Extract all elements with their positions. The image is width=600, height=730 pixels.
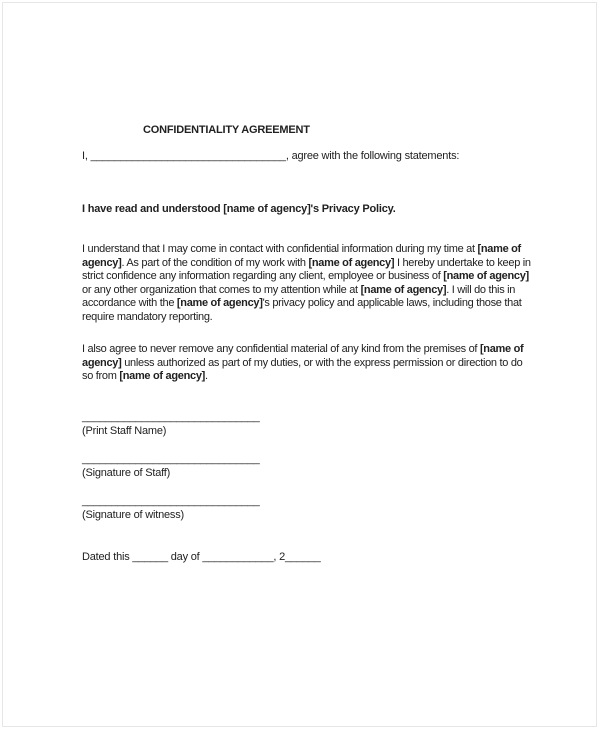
agreement-paragraph-1: I understand that I may come in contact with confidential information during my time at [name of agency]. As part of the condition of my work with [name of agency] I hereby undertake to keep in strict confidence any information regarding any client, employee or business of [name of agency] or any other organization that comes to my attention while at [name of agency]. I will do this in accordance with the [name of agency]'s privacy policy and applicable laws, including those that require mandatory reporting. (82, 243, 531, 323)
signature-line: ______________________________ (82, 453, 260, 465)
signature-block-witness (82, 494, 260, 522)
agreement-intro-line: I, _________________________________, agree with the following statements: (82, 150, 460, 162)
signature-line: ______________________________ (82, 495, 260, 507)
dated-line: Dated this ______ day of ____________, 2______ (82, 551, 321, 563)
signature-label: (Signature of Staff) (82, 467, 171, 479)
document-title: CONFIDENTIALITY AGREEMENT (143, 124, 310, 136)
agreement-paragraph-2: I also agree to never remove any confidential material of any kind from the premises of [name of agency] unless authorized as part of my duties, or with the express permission or direction to do so from [name of agency]. (82, 343, 524, 382)
signature-line: ______________________________ (82, 411, 260, 423)
signature-block-print-name (82, 410, 260, 438)
privacy-policy-statement: I have read and understood [name of agency]'s Privacy Policy. (82, 203, 396, 215)
signature-block-staff (82, 452, 260, 480)
signature-label: (Print Staff Name) (82, 425, 167, 437)
signature-label: (Signature of witness) (82, 509, 184, 521)
